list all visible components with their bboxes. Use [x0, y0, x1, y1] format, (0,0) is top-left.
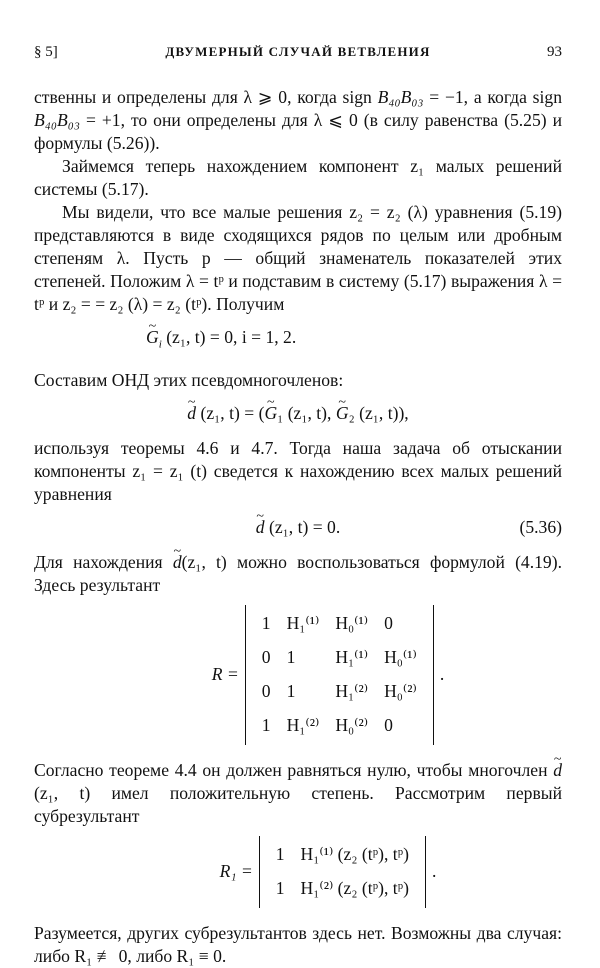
matrix-row: 1 H₁⁽¹⁾ (z₂ (tᵖ), tᵖ): [275, 844, 409, 865]
equation-number: (5.36): [519, 516, 562, 537]
section-marker: § 5]: [34, 44, 58, 60]
formula-G: ~ $G_i$ (z₁, t) = 0, i = 1, 2.: [34, 326, 562, 357]
resultant-label: R =: [211, 664, 239, 685]
page-number: 93: [547, 44, 562, 60]
subresultant-determinant: [259, 836, 426, 908]
paragraph-7: Согласно теореме 4.4 он должен равняться нулю, чтобы многочлен ~ d (z₁, t) имел положительную степень. Рассмотрим первый субрезультант: [34, 759, 562, 828]
paragraph-4: Составим ОНД этих псевдомногочленов:: [34, 369, 344, 390]
matrix-row: 0 1 H₁⁽¹⁾ H₀⁽¹⁾: [261, 647, 417, 668]
running-header: [34, 40, 562, 64]
subresultant-label: R₁ =: [219, 861, 253, 882]
resultant-determinant: [245, 605, 434, 745]
formula-d-definition: ~ d (z₁, t) = (~ G₁ (z₁, t), ~ G₂ (z₁, t)),: [34, 402, 562, 425]
equation-5-36: ~ d (z₁, t) = 0. (5.36): [34, 516, 562, 539]
matrix-row: 1 H₁⁽²⁾ H₀⁽²⁾ 0: [261, 715, 393, 736]
matrix-row: 1 H₁⁽²⁾ (z₂ (tᵖ), tᵖ): [275, 878, 409, 899]
paragraph-2: Займемся теперь нахождением компонент z₁ малых решений системы (5.17).: [34, 156, 562, 199]
paragraph-6: Для нахождения ~ d(z₁, t) можно воспользоваться формулой (4.19). Здесь результант: [34, 551, 562, 597]
paragraph-3: Мы видели, что все малые решения z₂ = z₂ (λ) уравнения (5.19) представляются в виде сходящихся рядов по целым или дробным степеням λ. Пусть p — общий знаменатель показателей этих степеней. Положим λ = tᵖ и подставим в систему (5.17) выражения λ = tᵖ и z₂ = = z₂ (λ) = z₂ (tᵖ). Получим: [34, 202, 562, 314]
matrix-row: 0 1 H₁⁽²⁾ H₀⁽²⁾: [261, 681, 417, 702]
subresultant-R1: R₁ = 1 H₁⁽¹⁾ (z₂ (tᵖ), tᵖ) 1 H₁⁽²⁾ (z₂ (tᵖ), tᵖ) .: [94, 836, 562, 908]
paragraph-8: Разумеется, других субрезультантов здесь нет. Возможны два случая: либо R₁ ≢ 0, либо R₁ ≡ 0.: [34, 922, 562, 966]
page-body: [34, 86, 562, 968]
running-title: ДВУМЕРНЫЙ СЛУЧАЙ ВЕТВЛЕНИЯ: [165, 44, 431, 59]
matrix-row: 1 H₁⁽¹⁾ H₀⁽¹⁾ 0: [261, 613, 393, 634]
resultant-R: R = 1 H₁⁽¹⁾ H₀⁽¹⁾ 0 0 1 H₁⁽¹⁾ H₀⁽¹⁾ 0 1 H₁⁽²⁾ H₀⁽²⁾ 1 H₁⁽²⁾ H₀⁽²⁾ 0 .: [94, 605, 562, 745]
paragraph-5: используя теоремы 4.6 и 4.7. Тогда наша задача об отыскании компоненты z₁ = z₁ (t) сведется к нахождению всех малых решений уравнения: [34, 437, 562, 504]
paragraph-1: ственны и определены для λ ⩾ 0, когда sign B₄₀B₀₃ = −1, а когда sign B₄₀B₀₃ = +1, то они определены для λ ⩽ 0 (в силу равенства (5.25) и формулы (5.26)).: [34, 87, 562, 153]
